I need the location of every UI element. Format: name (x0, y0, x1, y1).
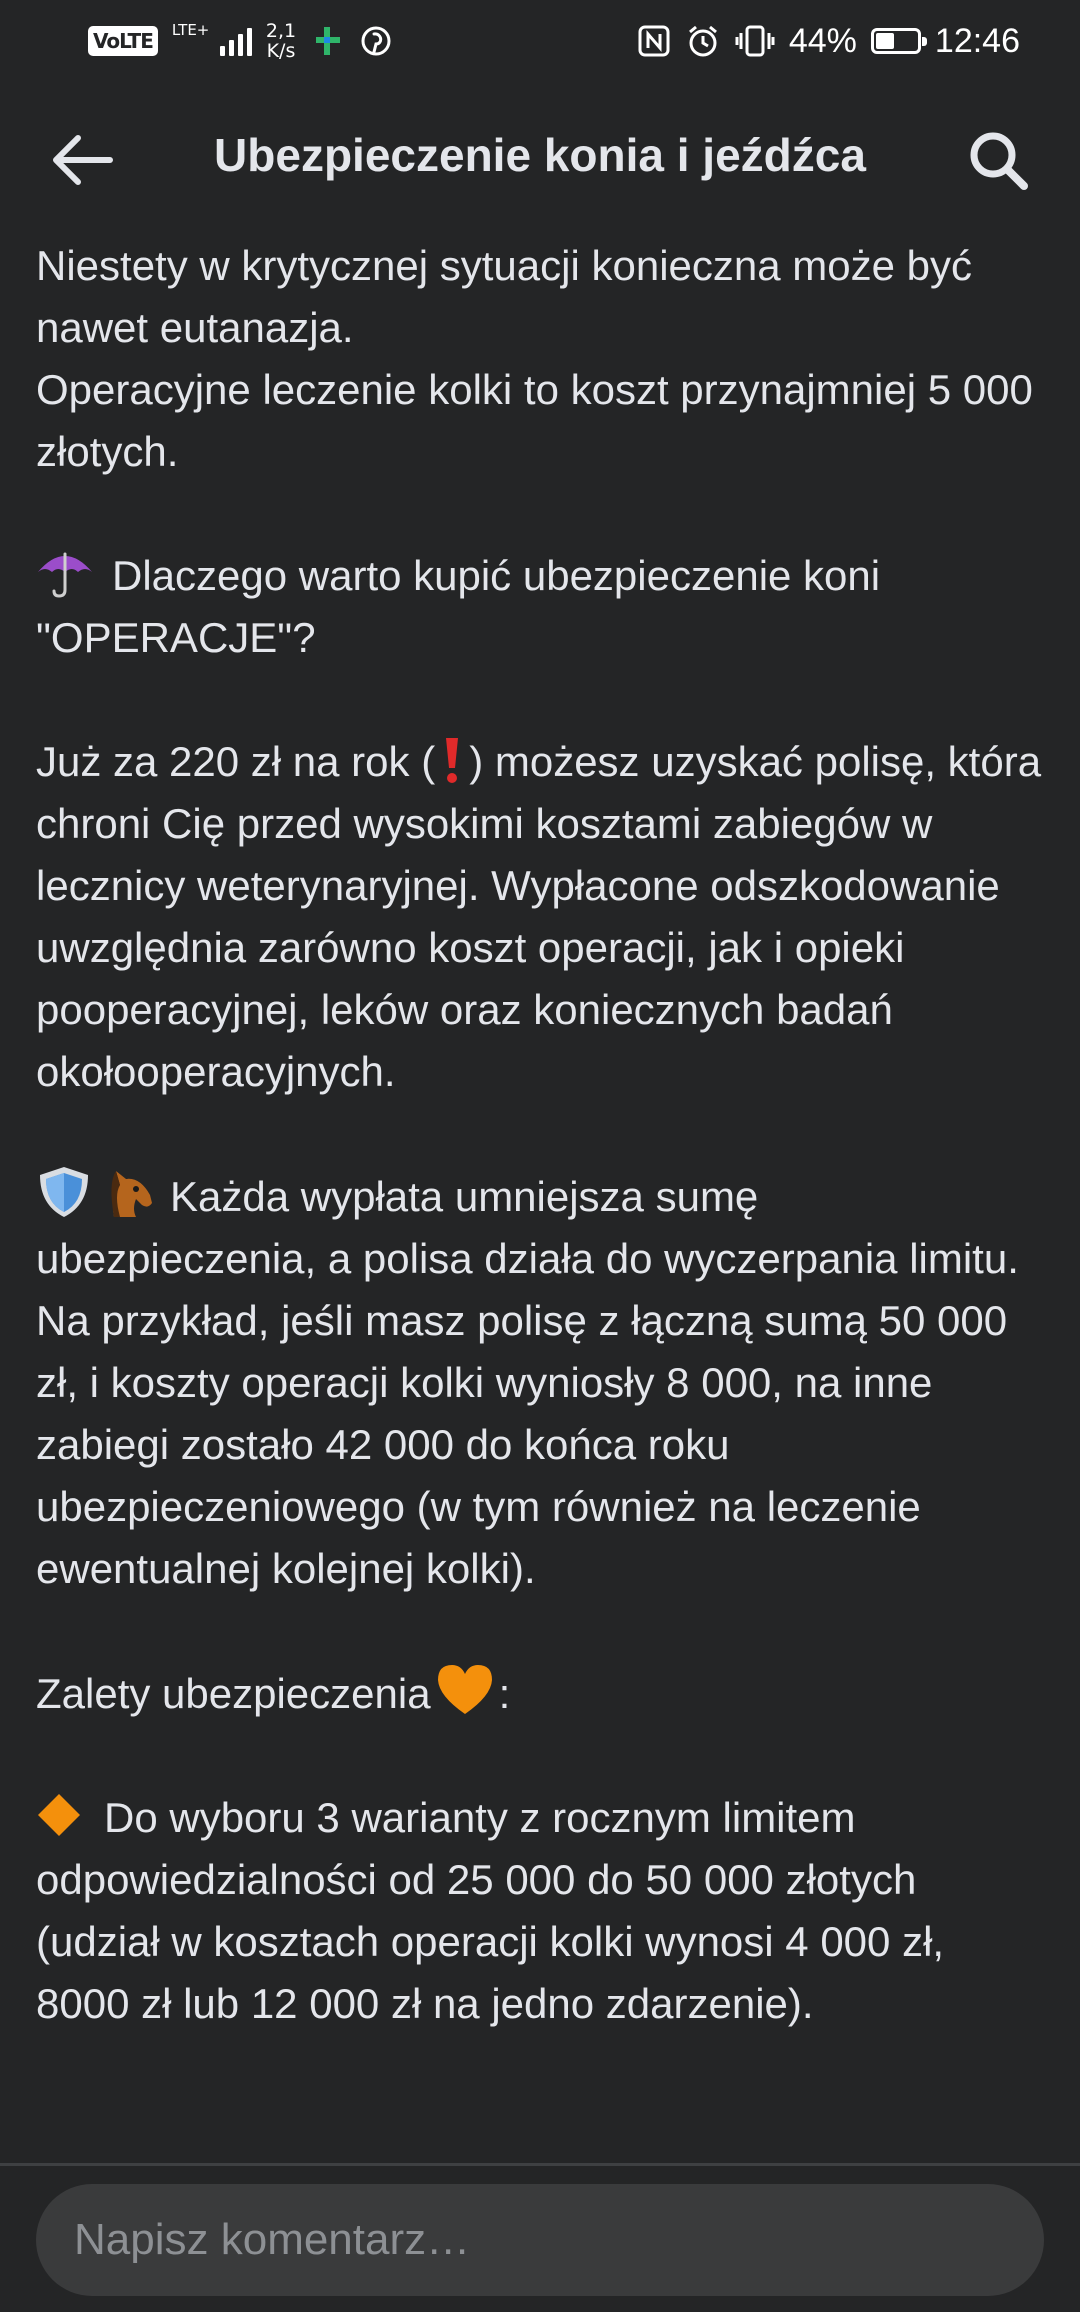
page-title: Ubezpieczenie konia i jeźdźca (214, 129, 866, 181)
post-body (36, 235, 1046, 2165)
comment-input[interactable] (36, 2184, 1044, 2296)
network-speed (266, 21, 296, 61)
horse-emoji-icon (96, 1165, 156, 1219)
post-text: Zalety ubezpieczenia (36, 1670, 431, 1717)
battery-level (876, 33, 894, 49)
pinterest-icon (360, 25, 392, 57)
post-text: ) możesz uzyskać polisę, która chroni Cię przed wysokimi kosztami zabiegów w lecznicy weterynaryjnej. Wypłacone odszkodowanie uwzględnia zarówno koszt operacji, jak i opieki pooperacyjnej, leków oraz koniecznych badań okołooperacyjnych. (36, 738, 1042, 1095)
search-button[interactable] (956, 122, 1040, 198)
umbrella-emoji-icon (36, 546, 94, 598)
alarm-icon (685, 23, 721, 59)
post-text: Do wyboru 3 warianty z rocznym limitem odpowiedzialności od 25 000 do 50 000 złotych (udział w kosztach operacji kolki wynosi 4 000 zł, 8000 zł lub 12 000 zł na jedno zdarzenie). (36, 1794, 945, 2027)
post-paragraph-4 (36, 1165, 1046, 1600)
signal-strength-icon (220, 26, 252, 56)
network-speed-unit: K/s (266, 40, 296, 62)
post-paragraph-1 (36, 235, 1046, 483)
comment-bar (0, 2166, 1080, 2312)
post-text: Każda wypłata umniejsza sumę ubezpieczenia, a polisa działa do wyczerpania limitu. Na przykład, jeśli masz polisę z łączną sumą 50 000 zł, i koszty operacji kolki wyniosły 8 000, na inne zabiegi zostało 42 000 do końca roku ubezpieczeniowego (w tym również na leczenie ewentualnej kolejnej kolki). (36, 1173, 1019, 1592)
app-header (0, 100, 1080, 220)
post-text: Operacyjne leczenie kolki to koszt przynajmniej 5 000 złotych. (36, 366, 1033, 475)
post-text: Dlaczego warto kupić ubezpieczenie koni "OPERACJE"? (36, 552, 881, 661)
status-bar (0, 0, 1080, 82)
orange-heart-emoji-icon (435, 1662, 495, 1716)
nfc-icon (637, 24, 671, 58)
network-speed-value: 2,1 (265, 20, 297, 42)
back-button[interactable] (40, 122, 124, 198)
battery-percent: 44% (788, 21, 857, 60)
battery-icon (871, 28, 921, 54)
shield-emoji-icon (36, 1165, 92, 1219)
arrow-left-icon (50, 132, 114, 188)
post-paragraph-6 (36, 1787, 1046, 2035)
exclamation-emoji-icon (441, 736, 463, 784)
clock: 12:46 (934, 21, 1020, 60)
vibrate-icon (735, 23, 775, 59)
post-text: : (498, 1670, 511, 1717)
post-paragraph-5 (36, 1662, 1046, 1725)
post-text: Już za 220 zł na rok ( (36, 738, 436, 785)
search-icon (966, 128, 1030, 192)
post-paragraph-2 (36, 545, 1046, 669)
orange-diamond-emoji-icon (36, 1792, 82, 1838)
app-notification-icon (310, 23, 346, 59)
volte-badge: VoLTE (88, 26, 158, 56)
lte-indicator (171, 21, 210, 59)
status-left (88, 21, 392, 61)
post-paragraph-3 (36, 731, 1046, 1103)
status-right (637, 22, 1020, 61)
lte-label: LTE+ (171, 21, 210, 39)
post-text: Niestety w krytycznej sytuacji konieczna może być nawet eutanazja. (36, 242, 972, 351)
